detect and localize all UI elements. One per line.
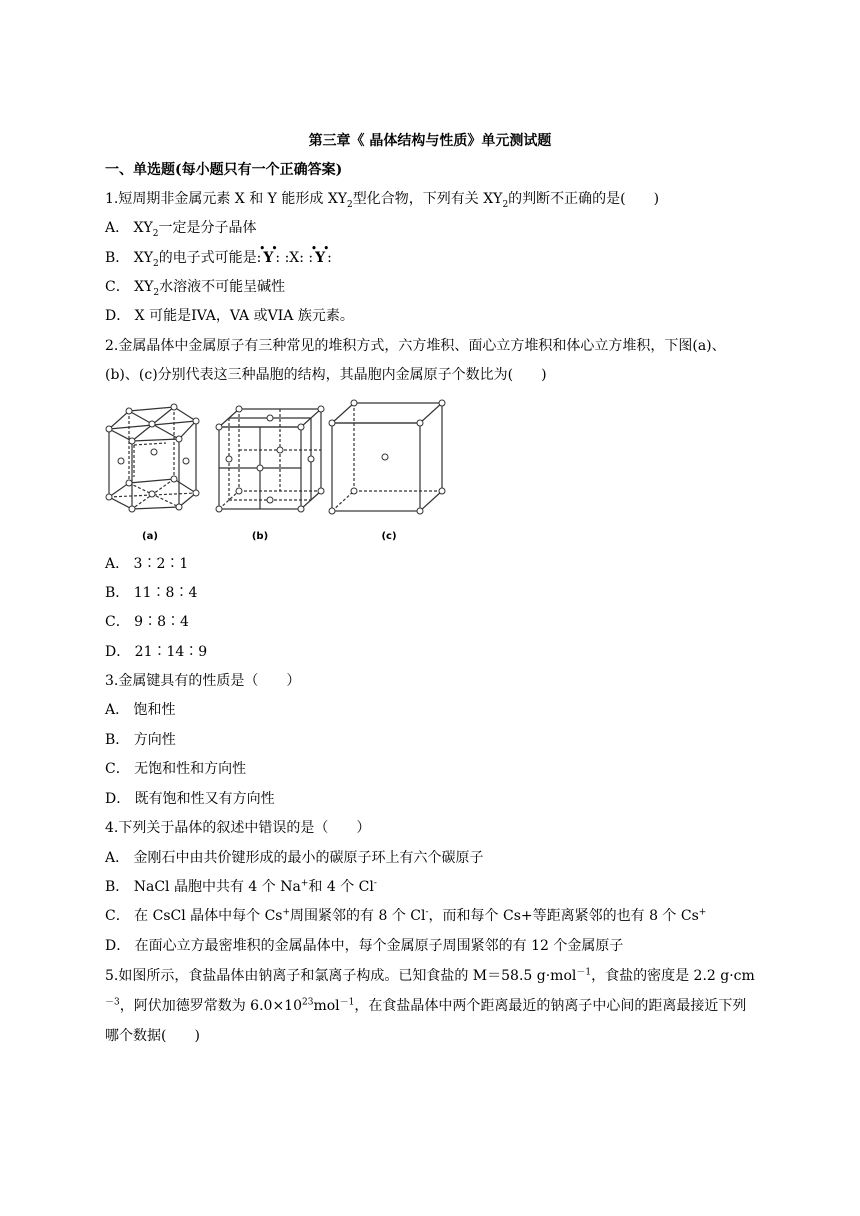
subscript: 2: [152, 228, 159, 239]
lewis-y-atom: • Y •: [313, 248, 327, 268]
option-text: A． XY: [105, 220, 153, 236]
question-3-option-a: A． 饱和性: [105, 702, 176, 718]
section-heading: 一、单选题(每小题只有一个正确答案): [105, 162, 343, 178]
option-text: 周围紧邻的有 8 个 Cl: [290, 908, 426, 924]
option-text: C． XY: [105, 279, 154, 295]
question-4-option-b: [105, 877, 377, 897]
caption-a: (a): [142, 531, 158, 542]
question-2-stem-line-1: 2.金属晶体中金属原子有三种常见的堆积方式，六方堆积、面心立方堆积和体心立方堆积，下图(a)、: [105, 338, 726, 354]
lewis-end: :: [327, 250, 332, 266]
option-text: 的电子式可能是:: [158, 250, 262, 266]
superscript: +: [698, 907, 707, 918]
option-text: 和 4 个 Cl: [308, 879, 374, 895]
superscript: -: [425, 907, 429, 918]
crystal-cells-diagram: [104, 397, 454, 547]
caption-b: (b): [251, 531, 269, 542]
question-1-option-b: [105, 248, 332, 268]
superscript: －3: [105, 997, 120, 1008]
question-1-option-a: [105, 218, 257, 238]
subscript: 2: [152, 258, 159, 269]
question-2-option-b: B． 11∶8∶4: [105, 585, 198, 601]
caption-c: (c): [381, 531, 397, 542]
superscript: 23: [302, 997, 314, 1008]
superscript: －1: [576, 967, 592, 978]
option-text: 一定是分子晶体: [158, 220, 257, 236]
q1-stem-part-b: 型化合物，下列有关 XY: [352, 191, 503, 207]
fcc-cell-b: [219, 409, 321, 509]
subscript: 2: [502, 199, 509, 210]
option-text: 水溶液不可能呈碱性: [159, 279, 286, 295]
question-5-stem: [105, 961, 760, 1051]
question-3-option-d: D． 既有饱和性又有方向性: [105, 791, 275, 807]
question-1-stem: [105, 189, 659, 209]
page-title: 第三章《 晶体结构与性质》单元测试题: [308, 133, 552, 149]
question-3-stem: 3.金属键具有的性质是（ ）: [105, 673, 301, 689]
option-text: C． 在 CsCl 晶体中每个 Cs: [105, 908, 283, 924]
question-3-option-b: B． 方向性: [105, 732, 176, 748]
question-4-option-d: D． 在面心立方最密堆积的金属晶体中，每个金属原子周围紧邻的有 12 个金属原子: [105, 938, 624, 954]
subscript: 2: [347, 199, 353, 210]
subscript: 2: [153, 287, 160, 298]
option-text: B． XY: [105, 250, 153, 266]
lewis-y-atom: • Y •: [261, 248, 275, 268]
option-text: B． NaCl 晶胞中共有 4 个 Na: [105, 879, 301, 895]
question-2-option-a: A． 3∶2∶1: [105, 556, 189, 572]
superscript: +: [282, 907, 291, 918]
option-text: ，而和每个 Cs+等距离紧邻的也有 8 个 Cs: [428, 908, 699, 924]
question-1-option-d: D． X 可能是IVA，VA 或VIA 族元素。: [105, 308, 354, 324]
question-4-option-a: A． 金刚石中由共价键形成的最小的碳原子环上有六个碳原子: [105, 850, 484, 866]
question-4-option-c: [105, 906, 706, 926]
question-3-option-c: C． 无饱和性和方向性: [105, 761, 247, 777]
question-2-option-d: D． 21∶14∶9: [105, 644, 208, 660]
question-2-stem-line-2: (b)、(c)分别代表这三种晶胞的结构，其晶胞内金属原子个数比为( ): [105, 367, 547, 383]
question-4-stem: 4.下列关于晶体的叙述中错误的是（ ）: [105, 820, 371, 836]
question-1-option-c: [105, 277, 285, 297]
crystal-cells-figure: [104, 397, 454, 551]
q5-text: ，在食盐晶体中两个距离最近的钠离子中心间的距离最接近下列哪个数据( ): [105, 998, 747, 1044]
superscript: +: [300, 878, 309, 889]
superscript: -: [373, 878, 377, 889]
q5-text: ，食盐的密度是 2.2 g·cm: [591, 968, 755, 984]
question-2-option-c: C． 9∶8∶4: [105, 614, 189, 630]
superscript: －1: [339, 997, 355, 1008]
q5-text: 5.如图所示，食盐晶体由钠离子和氯离子构成。已知食盐的 M＝58.5 g·mol: [105, 968, 577, 984]
q1-stem-part-c: 的判断不正确的是( ): [508, 191, 660, 207]
q1-stem-part-a: 1.短周期非金属元素 X 和 Y 能形成 XY: [105, 191, 348, 207]
lewis-middle: : :X: :: [275, 250, 314, 266]
q5-text: ，阿伏加德罗常数为 6.0×10: [119, 998, 302, 1014]
q5-text: mol: [313, 998, 340, 1014]
